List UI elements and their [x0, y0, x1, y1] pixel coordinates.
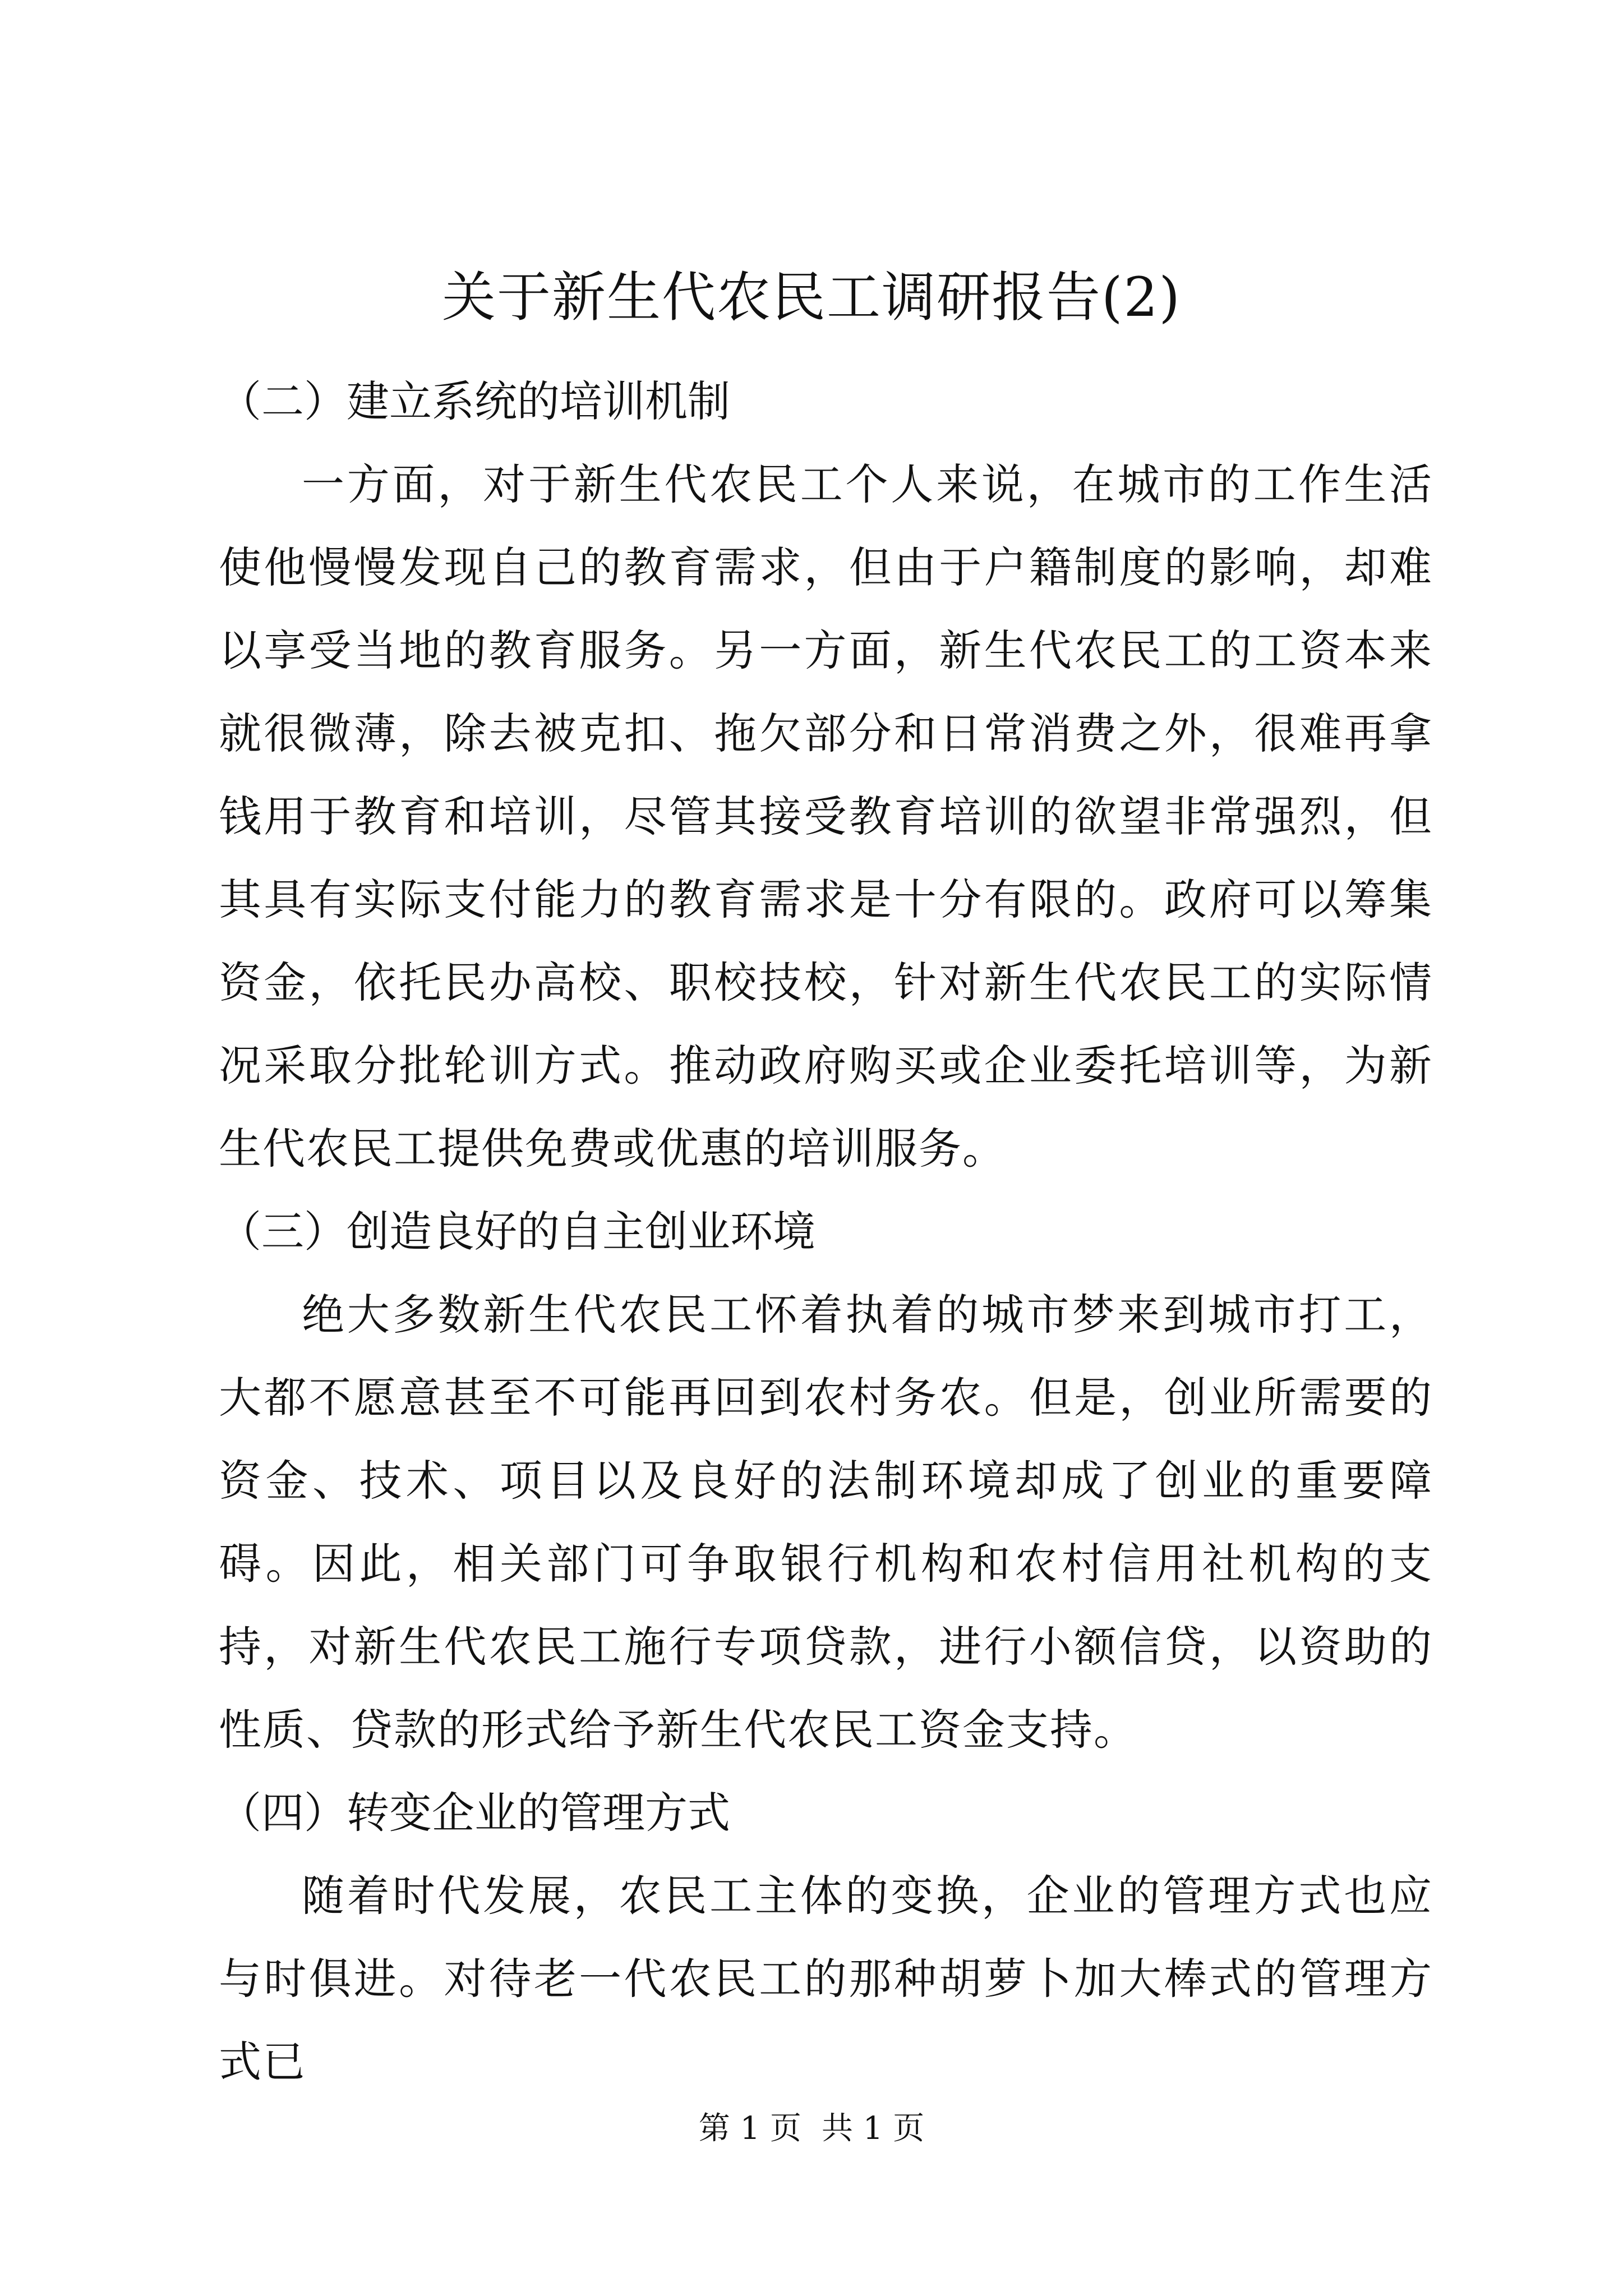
- section-paragraph: 一方面，对于新生代农民工个人来说，在城市的工作生活使他慢慢发现自己的教育需求，但由于户籍制度的影响，却难以享受当地的教育服务。另一方面，新生代农民工的工资本来就很微薄，除去被克扣、拖欠部分和日常消费之外，很难再拿钱用于教育和培训，尽管其接受教育培训的欲望非常强烈，但其具有实际支付能力的教育需求是十分有限的。政府可以筹集资金，依托民办高校、职校技校，针对新生代农民工的实际情况采取分批轮训方式。推动政府购买或企业委托培训等，为新生代农民工提供免费或优惠的培训服务。: [219, 459, 1433, 1174]
- document-title: 关于新生代农民工调研报告(2): [442, 266, 1181, 329]
- section-heading: （三）创造良好的自主创业环境: [219, 1207, 815, 1257]
- section-paragraph: 随着时代发展，农民工主体的变换，企业的管理方式也应与时俱进。对待老一代农民工的那种胡萝卜加大棒式的管理方式已: [219, 1871, 1433, 2087]
- page-number: 第 1 页: [698, 2110, 801, 2147]
- page-total: 共 1 页: [822, 2110, 925, 2147]
- page-footer: [0, 2109, 1623, 2148]
- document-body: [219, 360, 1433, 2104]
- section-heading: （四）转变企业的管理方式: [219, 1788, 730, 1838]
- section-paragraph: 绝大多数新生代农民工怀着执着的城市梦来到城市打工，大都不愿意甚至不可能再回到农村务农。但是，创业所需要的资金、技术、项目以及良好的法制环境却成了创业的重要障碍。因此，相关部门可争取银行机构和农村信用社机构的支持，对新生代农民工施行专项贷款，进行小额信贷，以资助的性质、贷款的形式给予新生代农民工资金支持。: [219, 1290, 1433, 1755]
- section-heading: （二）建立系统的培训机制: [219, 376, 730, 426]
